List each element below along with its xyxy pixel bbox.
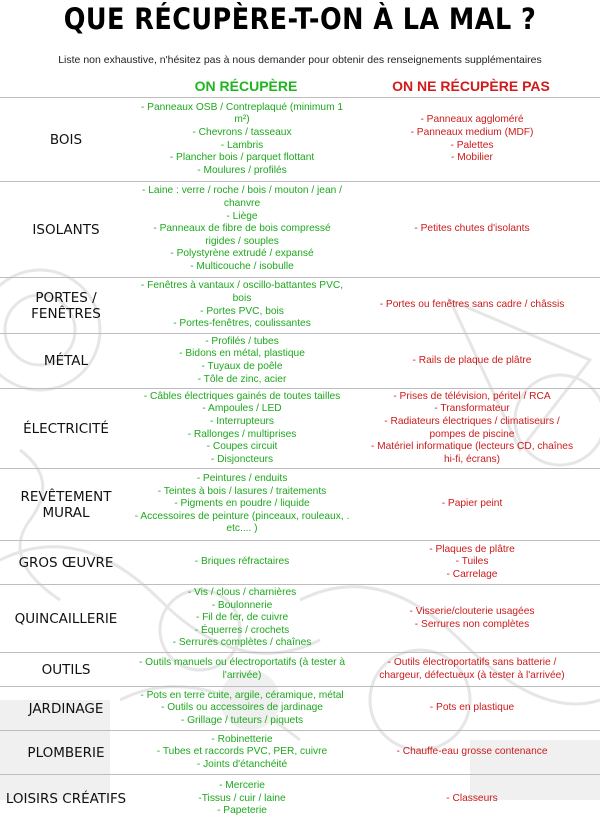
recovered-items (132, 780, 352, 818)
not-recovered-items (362, 299, 582, 312)
recovered-items (132, 391, 352, 467)
item-line: - Multicouche / isobulle (190, 260, 294, 272)
item-line: - Serrures non complètes (414, 618, 530, 630)
item-line: - Interrupteurs (210, 415, 274, 427)
recovered-items (132, 734, 352, 772)
item-line: - Outils ou accessoires de jardinage (161, 702, 323, 714)
table-row (0, 652, 600, 686)
item-line: - Tôle de zinc, acier (197, 373, 287, 385)
table-row (0, 468, 600, 540)
item-line: - Pigments en poudre / liquide (174, 498, 310, 510)
item-line: - Mobilier (451, 152, 493, 164)
category-label: ÉLECTRICITÉ (23, 420, 109, 437)
item-line: - Lambris (220, 139, 264, 151)
item-line: - Outils électroportatifs sans batterie / (387, 656, 557, 668)
item-line: - Palettes (450, 139, 494, 151)
not-recovered-items (362, 391, 582, 467)
item-line: hi-fi, écrans) (443, 453, 501, 465)
table-row (0, 686, 600, 730)
table-row (0, 277, 600, 333)
item-line: - Panneaux OSB / Contreplaqué (minimum 1 (140, 101, 344, 113)
item-line: rigides / souples (205, 235, 279, 247)
item-line: - Teintes à bois / lasures / traitements (157, 485, 327, 497)
item-line: - Plancher bois / parquet flottant (169, 152, 315, 164)
item-line: l'arrivée) (222, 669, 262, 681)
item-line: - Boulonnerie (211, 599, 273, 611)
category-label: GROS ŒUVRE (18, 554, 114, 571)
not-recovered-items (362, 657, 582, 682)
item-line: -Tissus / cuir / laine (198, 792, 286, 804)
item-line: - Papeterie (217, 805, 267, 817)
table-row (0, 97, 600, 181)
page-title: QUE RÉCUPÈRE-T-ON À LA MAL ? (63, 2, 537, 36)
not-recovered-items (362, 355, 582, 368)
item-line: - Bidons en métal, plastique (179, 348, 305, 360)
item-line: - Panneaux medium (MDF) (410, 126, 534, 138)
item-line: - Joints d'étanchéité (196, 758, 288, 770)
item-line: - Rails de plaque de plâtre (412, 354, 532, 366)
category-label: REVÊTEMENT MURAL (20, 488, 112, 521)
item-line: - Ampoules / LED (202, 403, 282, 415)
item-line: - Grillage / tuteurs / piquets (180, 714, 304, 726)
table-row (0, 730, 600, 774)
table-row (0, 540, 600, 584)
item-line: - Tuyaux de poêle (201, 361, 283, 372)
item-line: - Accessoires de peinture (pinceaux, rouleaux, . (134, 510, 350, 522)
item-line: - Pots en terre cuite, argile, céramique, métal (140, 689, 344, 701)
item-line: - Matériel informatique (lecteurs CD, chaînes (370, 441, 574, 453)
category-label: JARDINAGE (28, 700, 104, 717)
table-row (0, 181, 600, 277)
item-line: - Équerres / crochets (194, 624, 290, 636)
item-line: pompes de piscine (429, 428, 515, 440)
category-label: OUTILS (41, 661, 91, 678)
category-label: LOISIRS CRÉATIFS (5, 791, 127, 807)
item-line: - Papier peint (441, 498, 503, 510)
not-recovered-items (362, 544, 582, 582)
item-line: - Coupes circuit (206, 441, 278, 453)
not-recovered-items (362, 606, 582, 631)
category-label: PLOMBERIE (27, 744, 105, 761)
item-line: - Tubes et raccords PVC, PER, cuivre (156, 746, 328, 758)
recovered-items (132, 587, 352, 650)
recovered-items (132, 336, 352, 386)
column-header-not-recovered: ON NE RÉCUPÈRE PAS (392, 78, 550, 94)
item-line: - Prises de télévision, péritel / RCA (393, 390, 551, 402)
recovered-items (132, 185, 352, 273)
item-line: m²) (234, 114, 250, 126)
recovered-items (132, 690, 352, 728)
table-row (0, 774, 600, 823)
not-recovered-items (362, 746, 582, 759)
table-row (0, 333, 600, 388)
recycling-table (0, 97, 600, 823)
item-line: - Moulures / profilés (197, 164, 287, 176)
item-line: etc.... ) (226, 523, 258, 535)
item-line: - Laine : verre / roche / bois / mouton / jean / (142, 185, 342, 197)
item-line: bois (232, 292, 252, 304)
item-line: - Radiateurs électriques / climatiseurs / (384, 415, 560, 427)
item-line: - Visserie/clouterie usagées (409, 605, 535, 617)
item-line: - Liège (226, 210, 258, 222)
recovered-items (132, 473, 352, 536)
item-line: - Câbles électriques gainés de toutes tailles (143, 390, 341, 402)
item-line: - Peintures / enduits (196, 473, 288, 485)
item-line: - Plaques de plâtre (429, 543, 515, 555)
table-row (0, 388, 600, 468)
recovered-items (132, 657, 352, 682)
item-line: - Polystyrène extrudé / expansé (170, 248, 314, 260)
item-line: - Fil de fer, de cuivre (195, 612, 289, 624)
item-line: - Disjoncteurs (210, 453, 274, 465)
item-line: - Fenêtres à vantaux / oscillo-battantes PVC, (140, 280, 344, 292)
category-label: MÉTAL (43, 353, 89, 369)
not-recovered-items (362, 223, 582, 236)
item-line: - Portes-fenêtres, coulissantes (173, 318, 311, 330)
item-line: - Petites chutes d'isolants (414, 223, 530, 235)
item-line: - Briques réfractaires (194, 556, 290, 568)
item-line: - Robinetterie (211, 733, 273, 745)
item-line: chargeur, défectueux (à tester à l'arrivée) (379, 669, 565, 681)
recovered-items (132, 102, 352, 178)
item-line: - Pots en plastique (429, 702, 515, 714)
not-recovered-items (362, 498, 582, 511)
item-line: - Outils manuels ou électroportatifs (à tester à (138, 656, 346, 668)
item-line: - Transformateur (434, 403, 510, 415)
item-line: - Panneaux aggloméré (420, 114, 524, 126)
item-line: - Panneaux de fibre de bois compressé (153, 223, 331, 235)
item-line: - Classeurs (446, 792, 498, 804)
not-recovered-items (362, 793, 582, 806)
item-line: - Tuiles (455, 556, 489, 568)
category-label: BOIS (49, 131, 83, 148)
item-line: - Portes ou fenêtres sans cadre / châssis (379, 299, 565, 311)
item-line: - Mercerie (219, 780, 265, 792)
category-label: PORTES / FENÊTRES (31, 289, 101, 322)
item-line: - Vis / clous / charnières (187, 587, 297, 599)
category-label: ISOLANTS (32, 221, 100, 238)
item-line: - Serrures complètes / chaînes (172, 637, 312, 649)
recovered-items (132, 280, 352, 330)
column-header-recovered: ON RÉCUPÈRE (194, 78, 298, 94)
recovered-items (132, 556, 352, 569)
not-recovered-items (362, 702, 582, 715)
item-line: - Carrelage (446, 568, 498, 580)
item-line: chanvre (223, 198, 261, 210)
page-subtitle: Liste non exhaustive, n'hésitez pas à nous demander pour obtenir des renseignements supplémentaires (58, 54, 542, 66)
item-line: - Chevrons / tasseaux (192, 126, 292, 138)
item-line: - Rallonges / multiprises (187, 428, 297, 440)
item-line: - Chauffe-eau grosse contenance (396, 746, 548, 758)
category-label: QUINCAILLERIE (14, 610, 118, 627)
item-line: - Portes PVC, bois (200, 305, 284, 317)
not-recovered-items (362, 114, 582, 164)
table-row (0, 584, 600, 652)
item-line: - Profilés / tubes (205, 335, 279, 347)
